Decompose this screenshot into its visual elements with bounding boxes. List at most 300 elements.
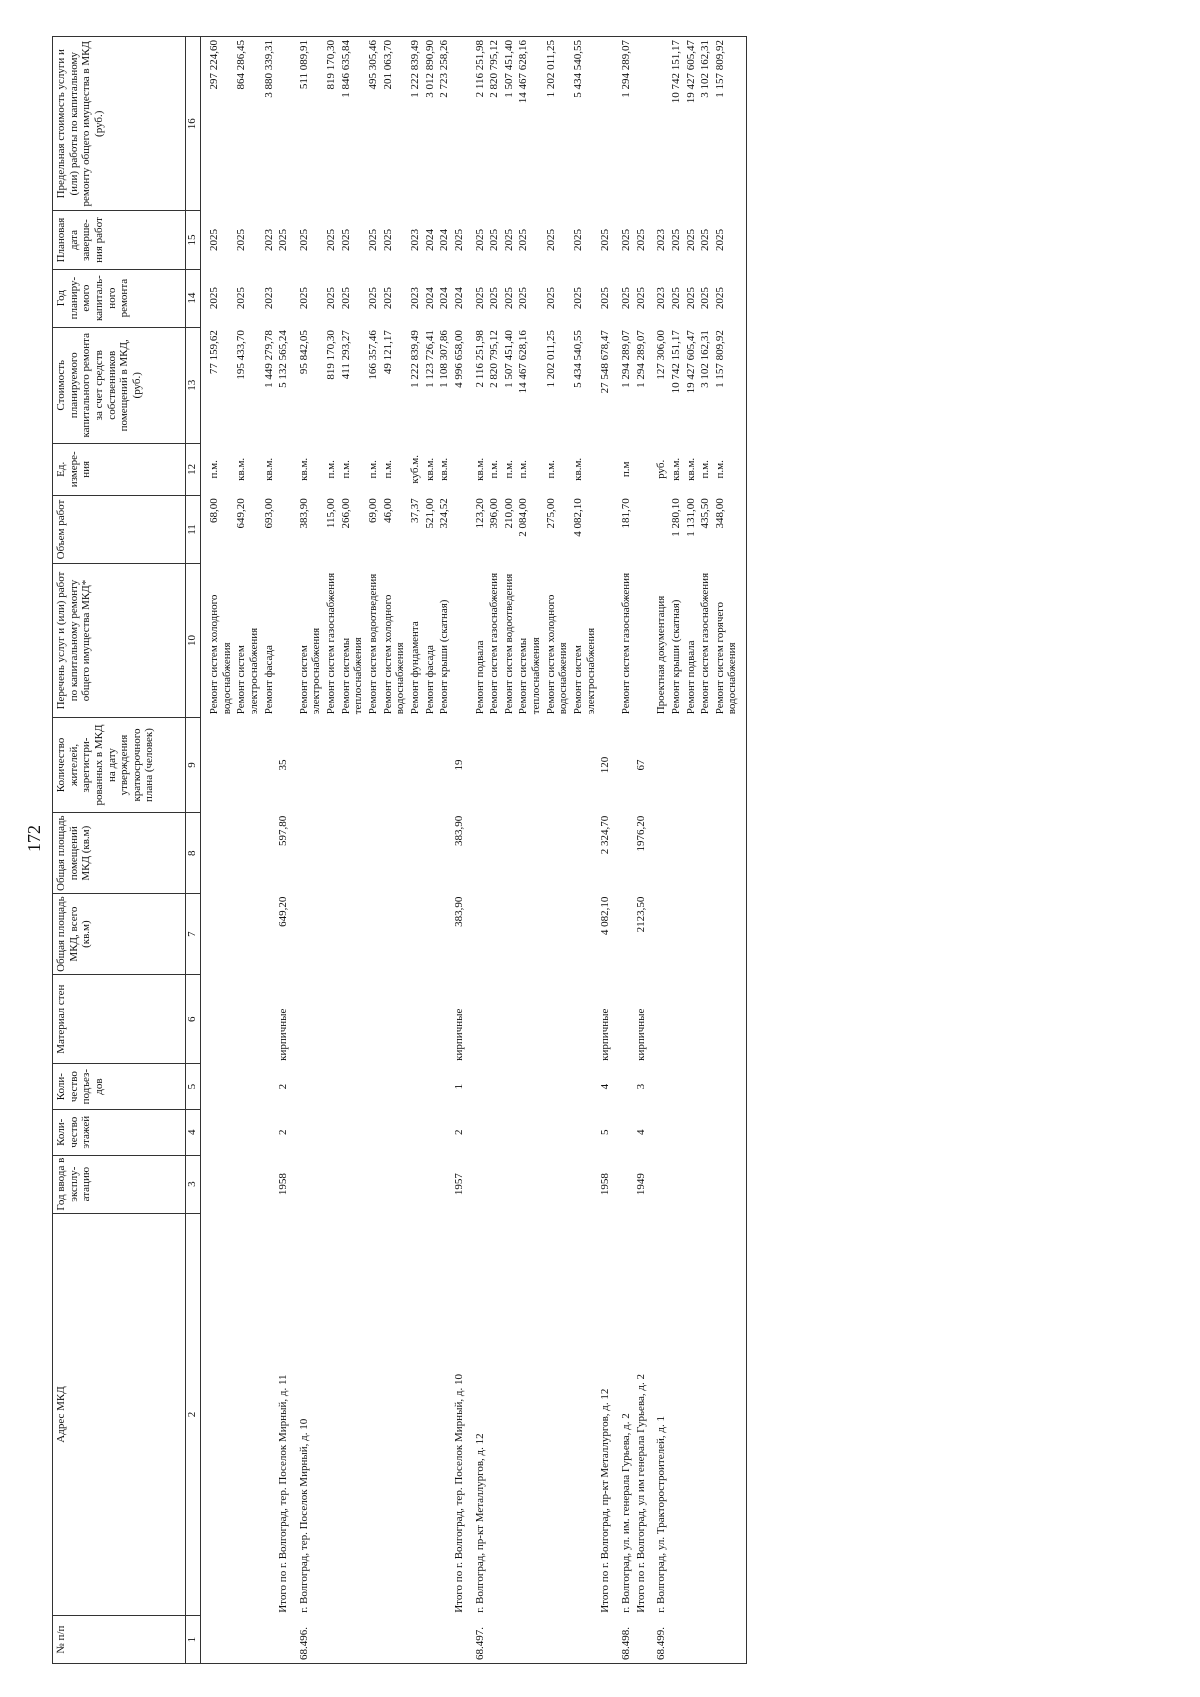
- table-cell: [698, 717, 713, 812]
- column-number: 2: [186, 1213, 201, 1616]
- column-header: Год планиру-емого капиталь-ного ремонта: [53, 269, 186, 327]
- table-cell: 14 467 628,16: [516, 37, 543, 211]
- table-cell: Ремонт крыши (скатная): [669, 599, 682, 715]
- table-cell: 2025: [452, 229, 465, 252]
- table-cell: кв.м.: [438, 457, 451, 481]
- table-cell: [487, 1213, 502, 1616]
- table-cell: 2025: [634, 229, 647, 252]
- column-header: Общая площадь помещений МКД (кв.м): [53, 813, 186, 894]
- table-cell: [473, 1109, 488, 1155]
- table-cell: 1 157 809,92: [713, 330, 726, 388]
- table-cell: 67: [634, 759, 647, 771]
- table-cell: 2025: [572, 287, 585, 310]
- table-cell: 649,20: [235, 498, 248, 529]
- table-cell: [684, 717, 699, 812]
- column-header: Общая площадь МКД, всего (кв.м): [53, 894, 186, 975]
- table-cell: [297, 1155, 324, 1213]
- table-cell: [654, 975, 669, 1064]
- table-cell: [297, 975, 324, 1064]
- column-number-row: [186, 37, 201, 1664]
- table-cell: [487, 1616, 502, 1664]
- table-cell: [487, 894, 502, 975]
- table-cell: [502, 894, 517, 975]
- column-header: Объем работ: [53, 495, 186, 563]
- table-cell: п.м.: [699, 460, 712, 479]
- table-cell: 2025: [619, 287, 632, 310]
- table-cell: [437, 1213, 452, 1616]
- table-cell: [339, 894, 366, 975]
- column-header: Адрес МКД: [53, 1213, 186, 1616]
- table-cell: 411 293,27: [339, 330, 352, 380]
- table-row: [207, 37, 234, 1664]
- table-cell: [669, 717, 684, 812]
- table-cell: [516, 1213, 543, 1616]
- column-number: 16: [186, 37, 201, 211]
- table-cell: 3 880 339,31: [262, 37, 277, 211]
- table-cell: 2023: [408, 229, 421, 252]
- table-cell: [487, 1155, 502, 1213]
- table-cell: Ремонт систем холодного водоснабжения: [208, 594, 233, 715]
- table-cell: Ремонт систем холодного водоснабжения: [381, 594, 407, 715]
- table-cell: [502, 1616, 517, 1664]
- table-cell: 1 131,00: [684, 498, 697, 537]
- table-cell: [654, 495, 669, 563]
- table-cell: кв.м.: [684, 457, 697, 481]
- table-cell: [713, 975, 740, 1064]
- table-cell: Ремонт систем водоотведения: [367, 573, 380, 715]
- table-cell: 649,20: [277, 896, 290, 927]
- table-cell: п.м.: [488, 460, 501, 479]
- table-cell: [423, 1109, 438, 1155]
- table-cell: 1 222 839,49: [408, 37, 423, 211]
- table-cell: [324, 1213, 339, 1616]
- table-cell: [473, 717, 488, 812]
- table-cell: 2 116 251,98: [473, 330, 486, 388]
- table-cell: [408, 813, 423, 894]
- table-cell: [437, 717, 452, 812]
- table-cell: руб.: [655, 459, 668, 479]
- table-cell: [207, 813, 234, 894]
- table-cell: 1 108 307,86: [438, 330, 451, 388]
- table-cell: 1 507 451,40: [502, 330, 515, 388]
- table-cell: [669, 813, 684, 894]
- table-cell: [684, 1616, 699, 1664]
- table-cell: [452, 37, 467, 211]
- table-cell: [207, 1064, 234, 1110]
- table-cell: [234, 1155, 261, 1213]
- table-cell: 1 449 279,78: [262, 330, 275, 388]
- table-cell: [684, 894, 699, 975]
- table-cell: [423, 1616, 438, 1664]
- column-number: 11: [186, 495, 201, 563]
- table-cell: 2025: [684, 229, 697, 252]
- table-cell: 2025: [669, 229, 682, 252]
- table-cell: [408, 1213, 423, 1616]
- table-cell: [713, 1064, 740, 1110]
- column-header: Коли-чество этажей: [53, 1109, 186, 1155]
- table-cell: 19 427 605,47: [684, 330, 697, 394]
- table-cell: [339, 1616, 366, 1664]
- table-cell: 195 433,70: [235, 330, 248, 380]
- table-cell: [571, 975, 598, 1064]
- table-cell: Ремонт систем холодного водоснабжения: [544, 594, 570, 715]
- table-cell: [669, 1213, 684, 1616]
- table-cell: [571, 1616, 598, 1664]
- table-row: [544, 37, 571, 1664]
- table-cell: [437, 1109, 452, 1155]
- table-cell: [487, 813, 502, 894]
- table-cell: [452, 443, 467, 495]
- table-row: [502, 37, 517, 1664]
- table-cell: [234, 975, 261, 1064]
- column-number: 9: [186, 717, 201, 812]
- table-cell: [713, 717, 740, 812]
- table-cell: [381, 1616, 408, 1664]
- table-body: [201, 37, 747, 1664]
- table-cell: [366, 1616, 381, 1664]
- table-cell: [698, 1616, 713, 1664]
- table-cell: 3 102 162,31: [698, 37, 713, 211]
- table-cell: Ремонт фасада: [262, 645, 275, 715]
- table-cell: кв.м.: [423, 457, 436, 481]
- table-row: [619, 37, 634, 1664]
- total-row: [634, 37, 649, 1664]
- table-cell: 2023: [262, 287, 275, 310]
- table-cell: [423, 1155, 438, 1213]
- table-cell: [408, 894, 423, 975]
- table-cell: 348,00: [713, 498, 726, 529]
- table-cell: [502, 975, 517, 1064]
- column-number: 7: [186, 894, 201, 975]
- column-number: 5: [186, 1064, 201, 1110]
- table-cell: 3 102 162,31: [699, 330, 712, 388]
- table-row: [713, 37, 740, 1664]
- table-cell: [262, 1616, 277, 1664]
- table-cell: 1 123 726,41: [423, 330, 436, 388]
- column-number: 4: [186, 1109, 201, 1155]
- table-cell: 2025: [473, 229, 486, 252]
- table-cell: [544, 1064, 571, 1110]
- table-cell: 2024: [452, 287, 465, 310]
- table-cell: 5 132 565,24: [277, 330, 290, 388]
- table-cell: Ремонт систем газоснабжения: [619, 572, 632, 715]
- table-cell: [634, 1616, 649, 1664]
- table-cell: г. Волгоград, ул. Тракторостроителей, д. 1: [655, 1416, 668, 1613]
- table-cell: 4 996 658,00: [452, 330, 465, 388]
- table-cell: 2025: [235, 287, 248, 310]
- table-cell: [669, 1109, 684, 1155]
- table-cell: [339, 975, 366, 1064]
- table-cell: Ремонт систем водоотведения: [502, 573, 515, 715]
- column-header: Количество жителей, зарегистри-рованных в МКД на дату утверждения краткосрочного плана (человек): [53, 717, 186, 812]
- table-cell: 383,90: [452, 896, 465, 927]
- table-cell: [502, 717, 517, 812]
- table-cell: п.м.: [713, 460, 726, 479]
- table-cell: 435,50: [699, 498, 712, 529]
- table-cell: [381, 717, 408, 812]
- table-cell: 2024: [438, 287, 451, 310]
- table-cell: 2025: [381, 229, 394, 252]
- table-cell: 68.497.: [473, 1616, 488, 1664]
- table-cell: 2025: [502, 287, 515, 310]
- table-cell: [324, 894, 339, 975]
- table-cell: [544, 1213, 571, 1616]
- table-cell: [324, 975, 339, 1064]
- table-cell: 68.496.: [297, 1616, 324, 1664]
- table-cell: [423, 975, 438, 1064]
- table-cell: 2025: [208, 229, 220, 252]
- table-cell: [619, 1155, 634, 1213]
- column-header: Плановая дата заверше-ния работ: [53, 211, 186, 269]
- table-cell: [654, 1064, 669, 1110]
- column-number: 15: [186, 211, 201, 269]
- table-cell: 2025: [488, 287, 501, 310]
- table-cell: 77 159,62: [208, 330, 220, 375]
- table-row: [423, 37, 438, 1664]
- column-number: 6: [186, 975, 201, 1064]
- table-cell: [634, 564, 649, 718]
- table-cell: [698, 1064, 713, 1110]
- table-cell: [571, 1213, 598, 1616]
- table-cell: кв.м.: [262, 457, 275, 481]
- table-cell: [473, 975, 488, 1064]
- table-cell: [381, 894, 408, 975]
- table-cell: [262, 717, 277, 812]
- table-cell: [516, 1616, 543, 1664]
- table-cell: 2 116 251,98: [473, 37, 488, 211]
- table-cell: кв.м.: [235, 457, 248, 481]
- table-cell: [619, 894, 634, 975]
- table-cell: 1 222 839,49: [408, 330, 421, 388]
- table-cell: 2025: [713, 229, 726, 252]
- table-cell: 19: [452, 759, 465, 771]
- table-cell: [544, 975, 571, 1064]
- table-cell: [207, 1616, 234, 1664]
- table-cell: 5: [599, 1129, 612, 1136]
- table-cell: [234, 1109, 261, 1155]
- table-cell: [297, 1064, 324, 1110]
- table-cell: [713, 1155, 740, 1213]
- table-cell: [544, 813, 571, 894]
- table-cell: 2: [277, 1083, 290, 1090]
- table-cell: Итого по г. Волгоград, пр-кт Металлургов, д. 12: [599, 1388, 612, 1613]
- column-header: Стоимость планируемого капитального ремонта за счет средств собственников помещений в МКД, (руб.): [53, 327, 186, 443]
- table-cell: 68.498.: [619, 1616, 634, 1664]
- table-row: [381, 37, 408, 1664]
- table-cell: [408, 975, 423, 1064]
- rotated-sheet: [52, 36, 1142, 1664]
- table-row: [339, 37, 366, 1664]
- table-cell: 68.499.: [654, 1616, 669, 1664]
- table-cell: [234, 894, 261, 975]
- table-cell: 3: [634, 1083, 647, 1090]
- total-row: [276, 37, 291, 1664]
- table-cell: [207, 717, 234, 812]
- table-cell: [408, 1616, 423, 1664]
- table-cell: 2023: [408, 287, 421, 310]
- table-row: [669, 37, 684, 1664]
- table-cell: [408, 1064, 423, 1110]
- table-cell: 819 170,30: [325, 330, 338, 380]
- table-cell: [234, 1213, 261, 1616]
- table-cell: [502, 1109, 517, 1155]
- table-cell: [698, 813, 713, 894]
- table-cell: 14 467 628,16: [517, 330, 530, 394]
- table-cell: [234, 717, 261, 812]
- table-cell: Ремонт систем газоснабжения: [325, 572, 338, 715]
- table-row: [366, 37, 381, 1664]
- table-cell: [516, 975, 543, 1064]
- table-row: [324, 37, 339, 1664]
- table-cell: кв.м.: [297, 457, 310, 481]
- table-cell: 69,00: [367, 498, 380, 523]
- table-cell: 2025: [297, 287, 310, 310]
- table-cell: [654, 894, 669, 975]
- table-cell: [698, 975, 713, 1064]
- table-cell: 1976,20: [634, 815, 647, 852]
- column-number: 1: [186, 1616, 201, 1664]
- table-cell: п.м: [619, 461, 632, 478]
- table-cell: 1 157 809,92: [713, 37, 740, 211]
- table-cell: [366, 1213, 381, 1616]
- table-cell: 2025: [634, 287, 647, 310]
- table-cell: [487, 975, 502, 1064]
- column-header: Год ввода в эксплу-атацию: [53, 1155, 186, 1213]
- table-cell: 2025: [669, 287, 682, 310]
- table-cell: [684, 1155, 699, 1213]
- table-cell: [654, 1155, 669, 1213]
- table-cell: 1 294 289,07: [619, 37, 634, 211]
- table-cell: [381, 1064, 408, 1110]
- table-cell: [684, 1064, 699, 1110]
- table-cell: п.м.: [325, 460, 338, 479]
- table-cell: 495 305,46: [366, 37, 381, 211]
- table-cell: [262, 1155, 277, 1213]
- table-cell: [207, 975, 234, 1064]
- table-row: [487, 37, 502, 1664]
- table-cell: Ремонт систем газоснабжения: [699, 572, 712, 715]
- table-cell: Ремонт систем газоснабжения: [488, 572, 501, 715]
- table-cell: [571, 894, 598, 975]
- table-cell: 127 306,00: [655, 330, 668, 380]
- table-cell: 181,70: [619, 498, 632, 529]
- table-cell: п.м.: [367, 460, 380, 479]
- table-row: [234, 37, 261, 1664]
- table-cell: Ремонт подвала: [684, 640, 697, 715]
- table-cell: п.м.: [544, 460, 557, 479]
- table-cell: 819 170,30: [324, 37, 339, 211]
- table-cell: Ремонт систем электроснабжения: [572, 627, 597, 715]
- table-cell: [234, 1616, 261, 1664]
- table-cell: [619, 1064, 634, 1110]
- table-cell: 166 357,46: [367, 330, 380, 380]
- table-cell: 2025: [235, 229, 248, 252]
- table-cell: [437, 1155, 452, 1213]
- table-cell: 2025: [277, 229, 290, 252]
- table-cell: 2025: [599, 229, 612, 252]
- table-cell: г. Волгоград, тер. Поселок Мирный, д. 10: [297, 1418, 310, 1613]
- table-cell: [262, 1064, 277, 1110]
- table-cell: [487, 1064, 502, 1110]
- table-cell: [452, 564, 467, 718]
- table-cell: 396,00: [488, 498, 501, 529]
- table-cell: 2023: [655, 229, 668, 252]
- table-cell: [297, 717, 324, 812]
- table-cell: [366, 894, 381, 975]
- table-cell: 2025: [367, 287, 380, 310]
- table-cell: [207, 1213, 234, 1616]
- table-cell: [339, 813, 366, 894]
- table-cell: [634, 443, 649, 495]
- table-cell: [684, 1213, 699, 1616]
- table-cell: [544, 717, 571, 812]
- table-cell: [339, 1213, 366, 1616]
- table-cell: [571, 1109, 598, 1155]
- table-cell: кв.м.: [572, 457, 585, 481]
- table-cell: Итого по г. Волгоград, тер. Поселок Мирный, д. 10: [452, 1374, 465, 1613]
- table-cell: 2025: [488, 229, 501, 252]
- table-cell: [544, 1155, 571, 1213]
- table-cell: 693,00: [262, 498, 275, 529]
- table-cell: 297 224,60: [207, 37, 234, 211]
- table-cell: 2025: [325, 229, 338, 252]
- table-cell: 1 846 635,84: [339, 37, 366, 211]
- table-cell: 1 202 011,25: [544, 37, 571, 211]
- table-cell: [423, 1064, 438, 1110]
- table-cell: 2025: [572, 229, 585, 252]
- table-cell: [452, 1616, 467, 1664]
- table-cell: 210,00: [502, 498, 515, 529]
- table-cell: 2025: [544, 229, 557, 252]
- table-cell: [684, 1109, 699, 1155]
- table-cell: [408, 1155, 423, 1213]
- table-cell: 1 280,10: [669, 498, 682, 537]
- repair-plan-table: [52, 36, 747, 1664]
- table-cell: [437, 1616, 452, 1664]
- table-cell: 5 434 540,55: [572, 330, 585, 388]
- table-row: [437, 37, 452, 1664]
- table-cell: [473, 894, 488, 975]
- table-cell: [698, 1109, 713, 1155]
- column-number: 3: [186, 1155, 201, 1213]
- table-cell: г. Волгоград, ул. им. генерала Гурьева, д. 2: [619, 1413, 632, 1613]
- table-cell: 2024: [438, 229, 451, 252]
- table-cell: 4 082,10: [572, 498, 585, 537]
- column-number: 12: [186, 443, 201, 495]
- table-cell: [713, 813, 740, 894]
- table-cell: 2023: [262, 229, 275, 252]
- total-row: [452, 37, 467, 1664]
- table-cell: [234, 1064, 261, 1110]
- table-row: [262, 37, 277, 1664]
- table-cell: 1 507 451,40: [502, 37, 517, 211]
- table-cell: [544, 1616, 571, 1664]
- table-cell: Ремонт фундамента: [408, 621, 421, 715]
- column-number: 14: [186, 269, 201, 327]
- table-cell: [423, 813, 438, 894]
- table-cell: [297, 813, 324, 894]
- table-cell: 2025: [517, 287, 530, 310]
- table-cell: [473, 813, 488, 894]
- table-cell: [437, 894, 452, 975]
- table-cell: [207, 1155, 234, 1213]
- table-cell: [324, 717, 339, 812]
- table-cell: [654, 1109, 669, 1155]
- table-cell: [423, 717, 438, 812]
- column-number: 8: [186, 813, 201, 894]
- table-cell: [487, 717, 502, 812]
- table-cell: 2025: [473, 287, 486, 310]
